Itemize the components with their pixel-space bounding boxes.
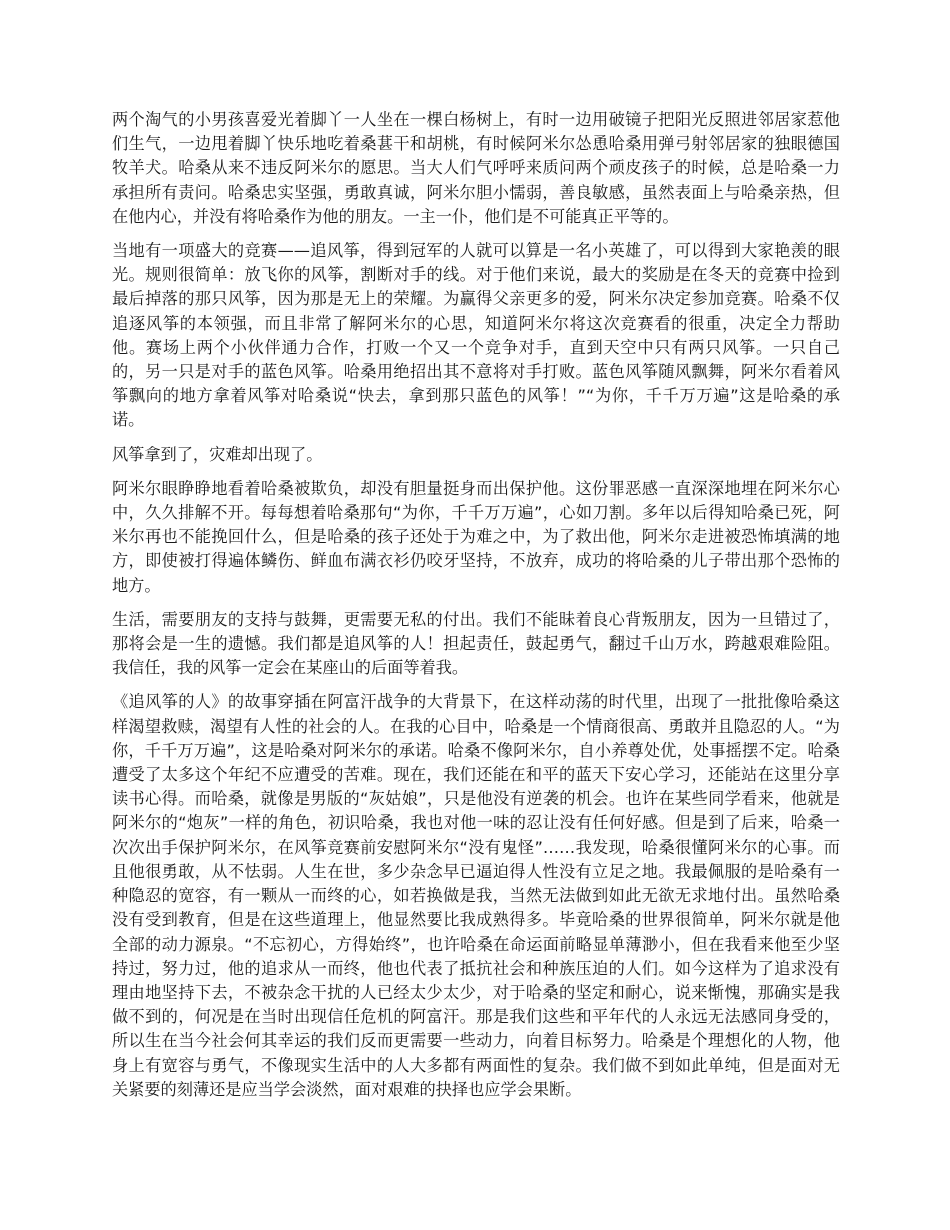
paragraph-2: 当地有一项盛大的竞赛——追风筝，得到冠军的人就可以算是一名小英雄了，可以得到大家艳羡的眼光。规则很简单：放飞你的风筝，割断对手的线。对于他们来说，最大的奖励是在冬天的竞赛中捡到最后掉落的那只风筝，因为那是无上的荣耀。为赢得父亲更多的爱，阿米尔决定参加竞赛。哈桑不仅追逐风筝的本领强，而且非常了解阿米尔的心思，知道阿米尔将这次竞赛看的很重，决定全力帮助他。赛场上两个小伙伴通力合作，打败一个又一个竞争对手，直到天空中只有两只风筝。一只自己的，另一只是对手的蓝色风筝。哈桑用绝招出其不意将对手打败。蓝色风筝随风飘舞，阿米尔看着风筝飘向的地方拿着风筝对哈桑说“快去，拿到那只蓝色的风筝！”“为你，千千万万遍”这是哈桑的承诺。	[112, 241, 840, 430]
document-body	[112, 108, 840, 1112]
paragraph-4: 阿米尔眼睁睁地看着哈桑被欺负，却没有胆量挺身而出保护他。这份罪恶感一直深深地埋在阿米尔心中，久久排解不开。每每想着哈桑那句“为你，千千万万遍”，心如刀割。多年以后得知哈桑已死，阿米尔再也不能挽回什么，但是哈桑的孩子还处于为难之中，为了救出他，阿米尔走进被恐怖填满的地方，即使被打得遍体鳞伤、鲜血布满衣衫仍咬牙坚持，不放弃，成功的将哈桑的儿子带出那个恐怖的地方。	[112, 478, 840, 595]
paragraph-6: 《追风筝的人》的故事穿插在阿富汗战争的大背景下，在这样动荡的时代里，出现了一批批像哈桑这样渴望救赎，渴望有人性的社会的人。在我的心目中，哈桑是一个情商很高、勇敢并且隐忍的人。“为你，千千万万遍”，这是哈桑对阿米尔的承诺。哈桑不像阿米尔，自小养尊处优，处事摇摆不定。哈桑遭受了太多这个年纪不应遭受的苦难。现在，我们还能在和平的蓝天下安心学习，还能站在这里分享读书心得。而哈桑，就像是男版的“灰姑娘”，只是他没有逆袭的机会。也许在某些同学看来，他就是阿米尔的“炮灰”一样的角色，初识哈桑，我也对他一味的忍让没有任何好感。但是到了后来，哈桑一次次出手保护阿米尔，在风筝竞赛前安慰阿米尔“没有鬼怪”……我发现，哈桑很懂阿米尔的心事。而且他很勇敢，从不怯弱。人生在世，多少杂念早已逼迫得人性没有立足之地。我最佩服的是哈桑有一种隐忍的宽容，有一颗从一而终的心，如若换做是我，当然无法做到如此无欲无求地付出。虽然哈桑没有受到教育，但是在这些道理上，他显然要比我成熟得多。毕竟哈桑的世界很简单，阿米尔就是他全部的动力源泉。“不忘初心，方得始终”，也许哈桑在命运面前略显单薄渺小，但在我看来他至少坚持过，努力过，他的追求从一而终，他也代表了抵抗社会和种族压迫的人们。如今这样为了追求没有理由地坚持下去，不被杂念干扰的人已经太少太少，对于哈桑的坚定和耐心，说来惭愧，那确实是我做不到的，何况是在当时出现信任危机的阿富汗。那是我们这些和平年代的人永远无法感同身受的，所以生在当今社会何其幸运的我们反而更需要一些动力，向着目标努力。哈桑是个理想化的人物，他身上有宽容与勇气，不像现实生活中的人大多都有两面性的复杂。我们做不到如此单纯，但是面对无关紧要的刻薄还是应当学会淡然，面对艰难的抉择也应学会果断。	[112, 692, 840, 1099]
paragraph-1: 两个淘气的小男孩喜爱光着脚丫一人坐在一棵白杨树上，有时一边用破镜子把阳光反照进邻居家惹他们生气，一边甩着脚丫快乐地吃着桑葚干和胡桃，有时候阿米尔怂恿哈桑用弹弓射邻居家的独眼德国牧羊犬。哈桑从来不违反阿米尔的愿思。当大人们气呼呼来质问两个顽皮孩子的时候，总是哈桑一力承担所有责问。哈桑忠实坚强，勇敢真诚，阿米尔胆小懦弱，善良敏感，虽然表面上与哈桑亲热，但在他内心，并没有将哈桑作为他的朋友。一主一仆，他们是不可能真正平等的。	[112, 110, 840, 226]
paragraph-5: 生活，需要朋友的支持与鼓舞，更需要无私的付出。我们不能昧着良心背叛朋友，因为一旦错过了，那将会是一生的遗憾。我们都是追风筝的人！担起责任，鼓起勇气，翻过千山万水，跨越艰难险阻。我信任，我的风筝一定会在某座山的后面等着我。	[112, 609, 840, 678]
paragraph-3: 风筝拿到了，灾难却出现了。	[112, 444, 323, 464]
